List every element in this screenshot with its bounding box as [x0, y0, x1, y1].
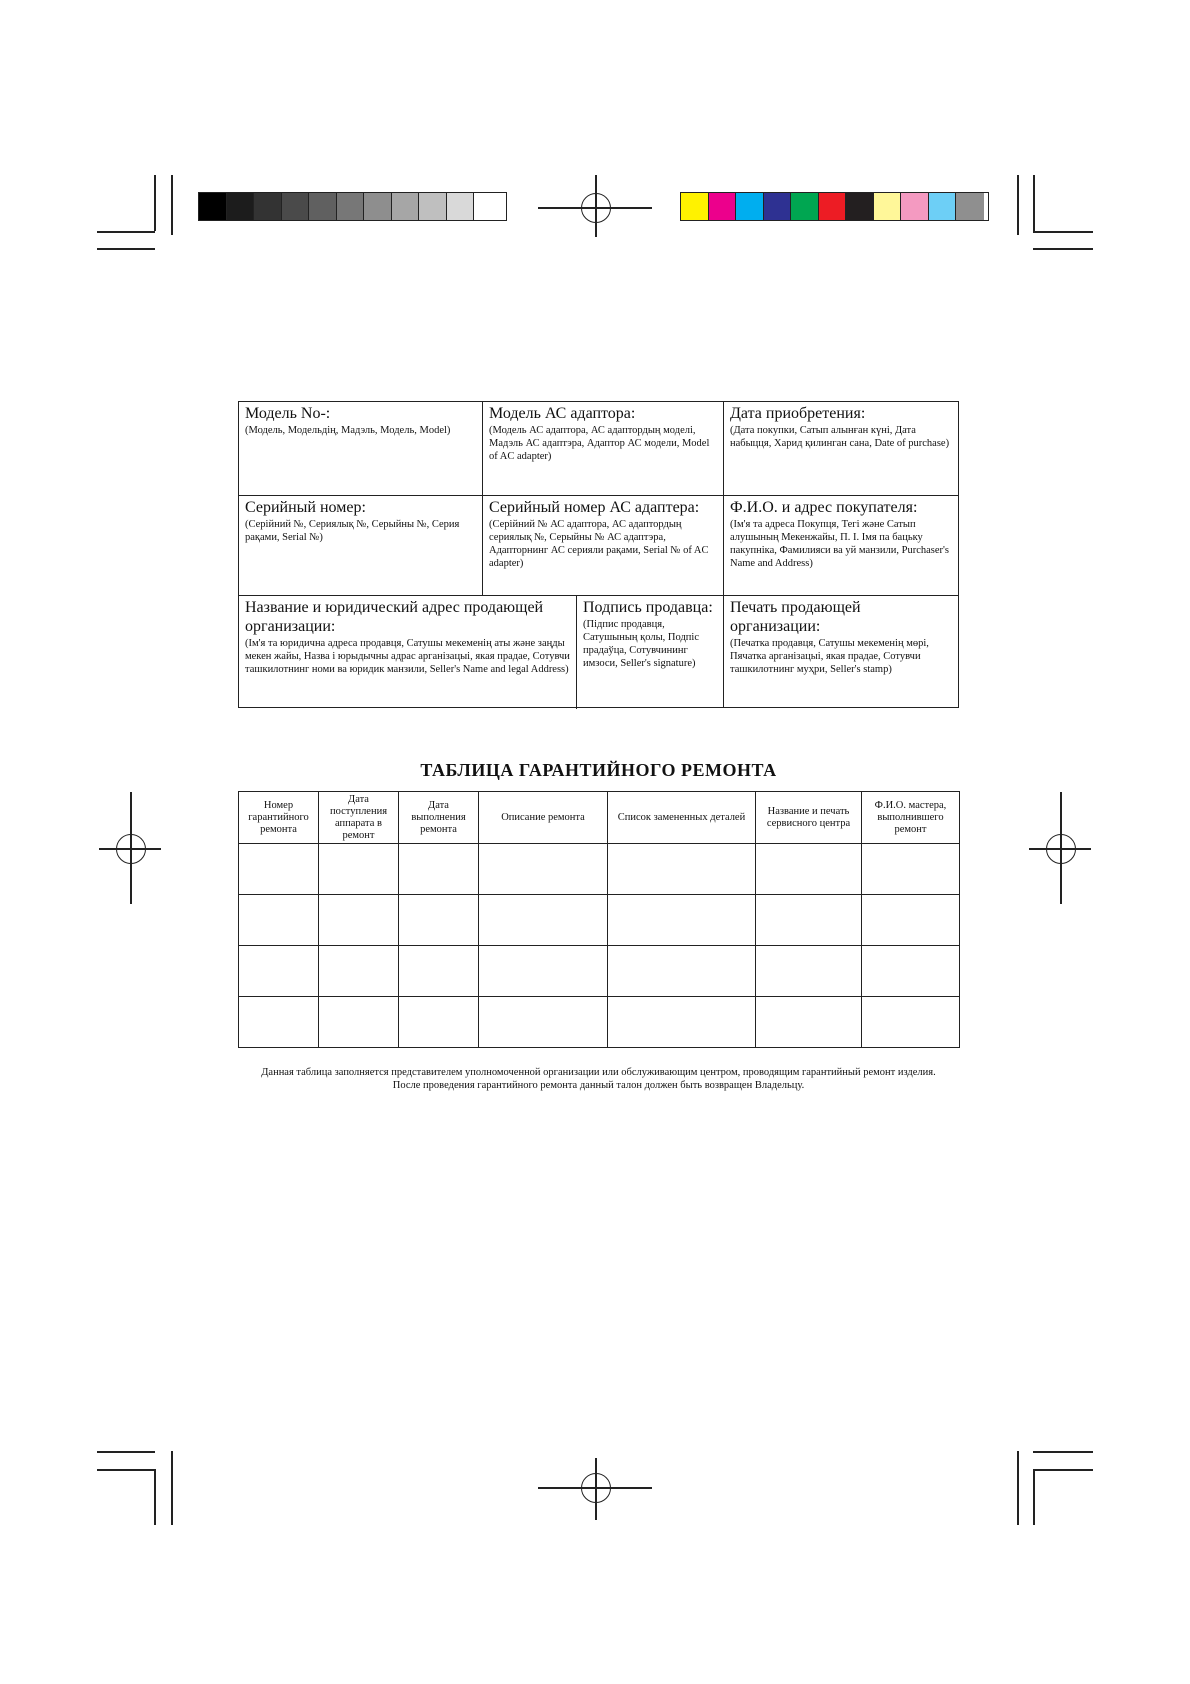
header-service-center: Название и печать сервисного центра	[756, 792, 862, 844]
color-swatch	[929, 193, 957, 220]
crop-mark	[1033, 248, 1093, 250]
footnote-line-2: После проведения гарантийного ремонта данный талон должен быть возвращен Владельцу.	[392, 1080, 805, 1091]
header-receipt-date: Дата поступления аппарата в ремонт	[319, 792, 399, 844]
model-label: Модель No-:	[245, 405, 331, 422]
table-cell	[479, 895, 608, 946]
process-color-bar	[680, 192, 989, 221]
grayscale-color-bar	[198, 192, 507, 221]
model-cell	[239, 402, 482, 495]
table-cell	[862, 946, 960, 997]
color-swatch	[392, 193, 420, 220]
seller-org-translations: (Ім'я та юридична адреса продавця, Сатушы мекеменің аты және заңды мекен жайы, Назва і юрыдычны адрас арганізацыі, якая прадае, Сотувчи ташкилотнинг номи ва юридик манзили, Seller's Name and legal Address)	[245, 638, 570, 675]
serial-label: Серийный номер:	[245, 499, 366, 516]
seller-signature-translations: (Підпис продавця, Сатушының қолы, Подпіс прадаўца, Сотувчининг имзоси, Seller's signature)	[583, 619, 699, 669]
buyer-translations: (Ім'я та адреса Покупця, Тегі және Сатып алушының Мекенжайы, П. І. Імя па бацьку пакупніка, Фамилияси ва уй манзили, Purchaser's Name and Address)	[730, 519, 950, 569]
table-cell	[319, 844, 399, 895]
color-swatch	[447, 193, 475, 220]
table-cell	[608, 844, 756, 895]
table-cell	[319, 895, 399, 946]
header-repair-number: Номер гарантийного ремонта	[239, 792, 319, 844]
crop-mark	[97, 1469, 155, 1471]
warranty-repair-table	[238, 791, 960, 1048]
crop-mark	[1033, 175, 1035, 231]
color-swatch	[254, 193, 282, 220]
crop-mark	[1033, 1451, 1093, 1453]
seller-org-cell	[239, 596, 576, 709]
seller-signature-label: Подпись продавца:	[583, 599, 713, 616]
purchase-date-cell	[724, 402, 960, 495]
color-swatch	[874, 193, 902, 220]
table-cell	[756, 895, 862, 946]
buyer-cell	[724, 496, 960, 595]
table-cell	[399, 844, 479, 895]
table-cell	[608, 946, 756, 997]
crop-mark	[1033, 1469, 1093, 1471]
repair-table-body	[239, 844, 960, 1048]
color-swatch	[681, 193, 709, 220]
table-cell	[608, 997, 756, 1048]
color-swatch	[764, 193, 792, 220]
color-swatch	[364, 193, 392, 220]
repair-table-title: ТАБЛИЦА ГАРАНТИЙНОГО РЕМОНТА	[420, 760, 777, 780]
table-cell	[862, 895, 960, 946]
seller-signature-cell	[577, 596, 723, 709]
color-swatch	[956, 193, 984, 220]
table-cell	[756, 997, 862, 1048]
crop-mark	[97, 1451, 155, 1453]
ac-adapter-model-cell	[483, 402, 723, 495]
table-header-row	[239, 792, 960, 844]
table-cell	[756, 844, 862, 895]
table-row	[239, 946, 960, 997]
table-row	[239, 997, 960, 1048]
ac-adapter-serial-cell	[483, 496, 723, 595]
crop-mark	[1017, 1451, 1019, 1525]
purchase-date-translations: (Дата покупки, Сатып алынған күні, Дата набыцця, Харид қилинган сана, Date of purchase)	[730, 425, 950, 449]
serial-translations: (Серійний №, Сериялық №, Серыйны №, Серия рақами, Serial №)	[245, 519, 460, 543]
crop-mark	[171, 175, 173, 235]
table-cell	[479, 946, 608, 997]
seller-stamp-cell	[724, 596, 960, 709]
table-cell	[608, 895, 756, 946]
purchase-date-label: Дата приобретения:	[730, 405, 866, 422]
table-row	[239, 895, 960, 946]
color-swatch	[736, 193, 764, 220]
table-cell	[756, 946, 862, 997]
table-cell	[399, 946, 479, 997]
registration-circle-icon	[581, 193, 611, 223]
header-completion-date: Дата выполнения ремонта	[399, 792, 479, 844]
table-cell	[319, 997, 399, 1048]
ac-adapter-model-label: Модель АС адаптора:	[489, 405, 636, 422]
color-swatch	[199, 193, 227, 220]
table-cell	[479, 844, 608, 895]
color-swatch	[419, 193, 447, 220]
header-repair-description: Описание ремонта	[479, 792, 608, 844]
table-cell	[319, 946, 399, 997]
color-swatch	[791, 193, 819, 220]
crop-mark	[97, 248, 155, 250]
seller-stamp-label: Печать продающей организации:	[730, 599, 861, 635]
table-cell	[239, 844, 319, 895]
serial-cell	[239, 496, 482, 595]
crop-mark	[1033, 1469, 1035, 1525]
crop-mark	[97, 231, 155, 233]
header-replaced-parts: Список замененных деталей	[608, 792, 756, 844]
table-cell	[479, 997, 608, 1048]
table-cell	[239, 946, 319, 997]
crop-mark	[171, 1451, 173, 1525]
table-footnote	[238, 1066, 959, 1092]
ac-adapter-serial-translations: (Серійний № АС адаптора, АС адаптордың сериялық №, Серыйны № АС адаптэра, Адапторнинг АС серияли рақами, Serial № of AC adapter)	[489, 519, 709, 569]
header-technician: Ф.И.О. мастера, выполнившего ремонт	[862, 792, 960, 844]
footnote-line-1: Данная таблица заполняется представителем уполномоченной организации или обслуживающим центром, проводящим гарантийный ремонт изделия.	[261, 1067, 936, 1078]
registration-circle-icon	[1046, 834, 1076, 864]
buyer-label: Ф.И.О. и адрес покупателя:	[730, 499, 918, 516]
model-translations: (Модель, Модельдің, Мадэль, Модель, Model)	[245, 425, 451, 436]
registration-circle-icon	[116, 834, 146, 864]
registration-circle-icon	[581, 1473, 611, 1503]
seller-org-label: Название и юридический адрес продающей организации:	[245, 599, 544, 635]
table-cell	[862, 997, 960, 1048]
color-swatch	[846, 193, 874, 220]
color-swatch	[309, 193, 337, 220]
ac-adapter-model-translations: (Модель АС адаптора, АС адаптордың моделі, Мадэль АС адаптэра, Адаптор АС модели, Model of AC adapter)	[489, 425, 710, 462]
color-swatch	[709, 193, 737, 220]
table-row	[239, 844, 960, 895]
color-swatch	[227, 193, 255, 220]
crop-mark	[154, 1469, 156, 1525]
crop-mark	[154, 175, 156, 231]
crop-mark	[1033, 231, 1093, 233]
color-swatch	[819, 193, 847, 220]
color-swatch	[474, 193, 502, 220]
color-swatch	[337, 193, 365, 220]
table-cell	[399, 895, 479, 946]
color-swatch	[901, 193, 929, 220]
ac-adapter-serial-label: Серийный номер АС адаптера:	[489, 499, 700, 516]
seller-stamp-translations: (Печатка продавця, Сатушы мекеменің мөрі, Пячатка арганізацыі, якая прадае, Сотувчи ташкилотнинг муҳри, Seller's stamp)	[730, 638, 929, 675]
crop-mark	[1017, 175, 1019, 235]
color-swatch	[282, 193, 310, 220]
table-cell	[399, 997, 479, 1048]
warranty-card	[238, 401, 959, 708]
table-cell	[239, 997, 319, 1048]
table-cell	[239, 895, 319, 946]
table-cell	[862, 844, 960, 895]
